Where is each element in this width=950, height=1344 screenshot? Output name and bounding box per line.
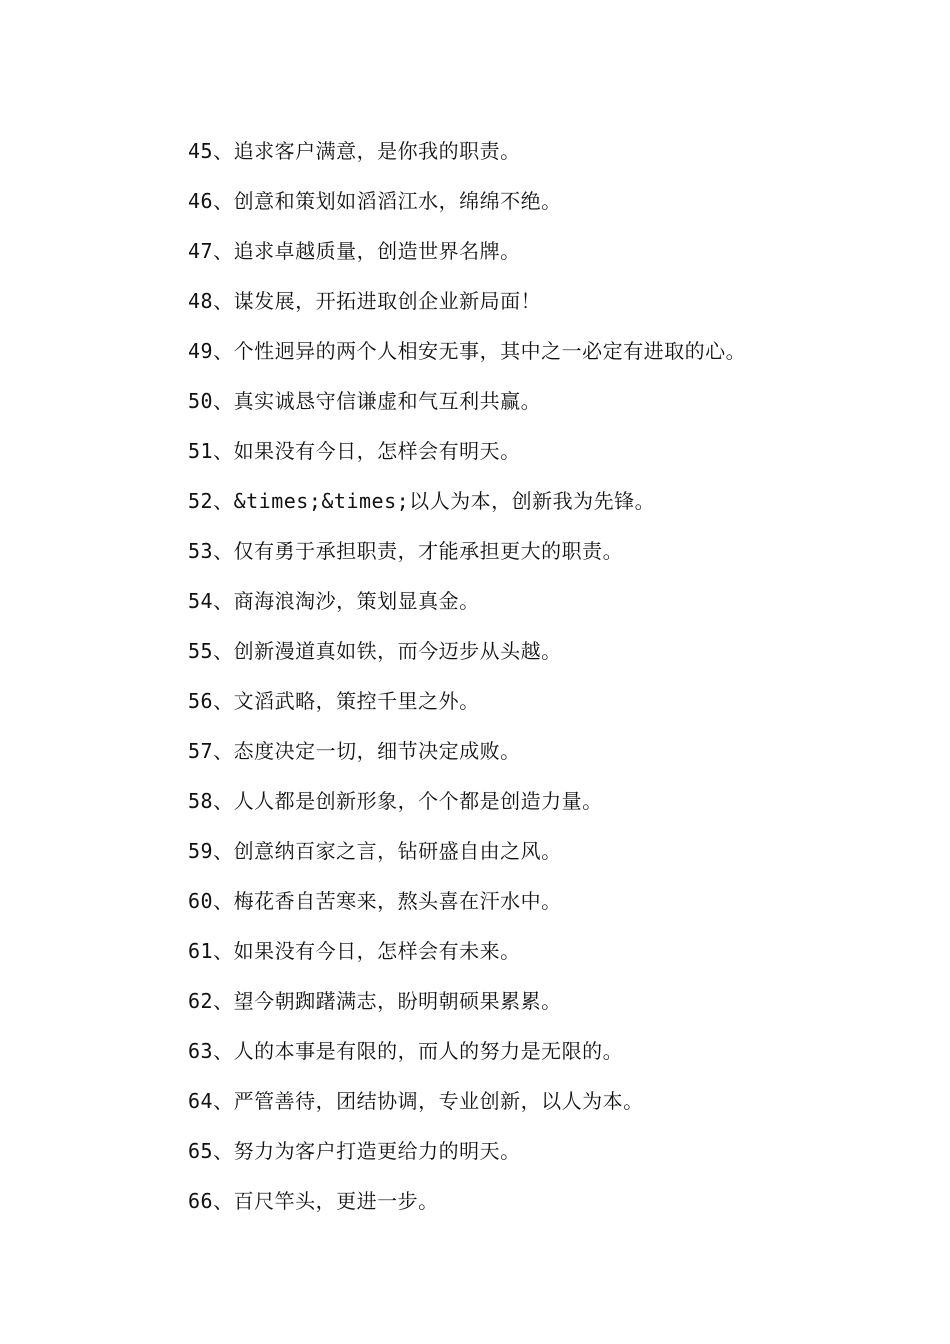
- list-item: 58、人人都是创新形象，个个都是创造力量。: [188, 789, 603, 813]
- list-item: 64、严管善待，团结协调，专业创新，以人为本。: [188, 1089, 644, 1113]
- list-item: 46、创意和策划如滔滔江水，绵绵不绝。: [188, 189, 562, 213]
- list-item: 45、追求客户满意，是你我的职责。: [188, 139, 521, 163]
- list-item: 53、仅有勇于承担职责，才能承担更大的职责。: [188, 539, 624, 563]
- list-item: 59、创意纳百家之言，钻研盛自由之风。: [188, 839, 562, 863]
- list-item: 61、如果没有今日，怎样会有未来。: [188, 939, 521, 963]
- list-item: 47、追求卓越质量，创造世界名牌。: [188, 239, 521, 263]
- list-item: 54、商海浪淘沙，策划显真金。: [188, 589, 480, 613]
- list-item: 63、人的本事是有限的，而人的努力是无限的。: [188, 1039, 624, 1063]
- list-item: 48、谋发展，开拓进取创企业新局面！: [188, 289, 542, 313]
- list-item: 50、真实诚恳守信谦虚和气互利共赢。: [188, 389, 542, 413]
- list-item: 56、文滔武略，策控千里之外。: [188, 689, 480, 713]
- list-item: 66、百尺竿头，更进一步。: [188, 1189, 439, 1213]
- list-item: 62、望今朝踟躇满志，盼明朝硕果累累。: [188, 989, 562, 1013]
- list-item: 55、创新漫道真如铁，而今迈步从头越。: [188, 639, 562, 663]
- list-item: 60、梅花香自苦寒来，熬头喜在汗水中。: [188, 889, 562, 913]
- list-item: 65、努力为客户打造更给力的明天。: [188, 1139, 521, 1163]
- list-item: 57、态度决定一切，细节决定成败。: [188, 739, 521, 763]
- list-item: 52、&times;&times;以人为本，创新我为先锋。: [188, 489, 656, 513]
- list-item: 51、如果没有今日，怎样会有明天。: [188, 439, 521, 463]
- slogan-list: [188, 136, 908, 1236]
- list-item: 49、个性迥异的两个人相安无事，其中之一必定有进取的心。: [188, 339, 747, 363]
